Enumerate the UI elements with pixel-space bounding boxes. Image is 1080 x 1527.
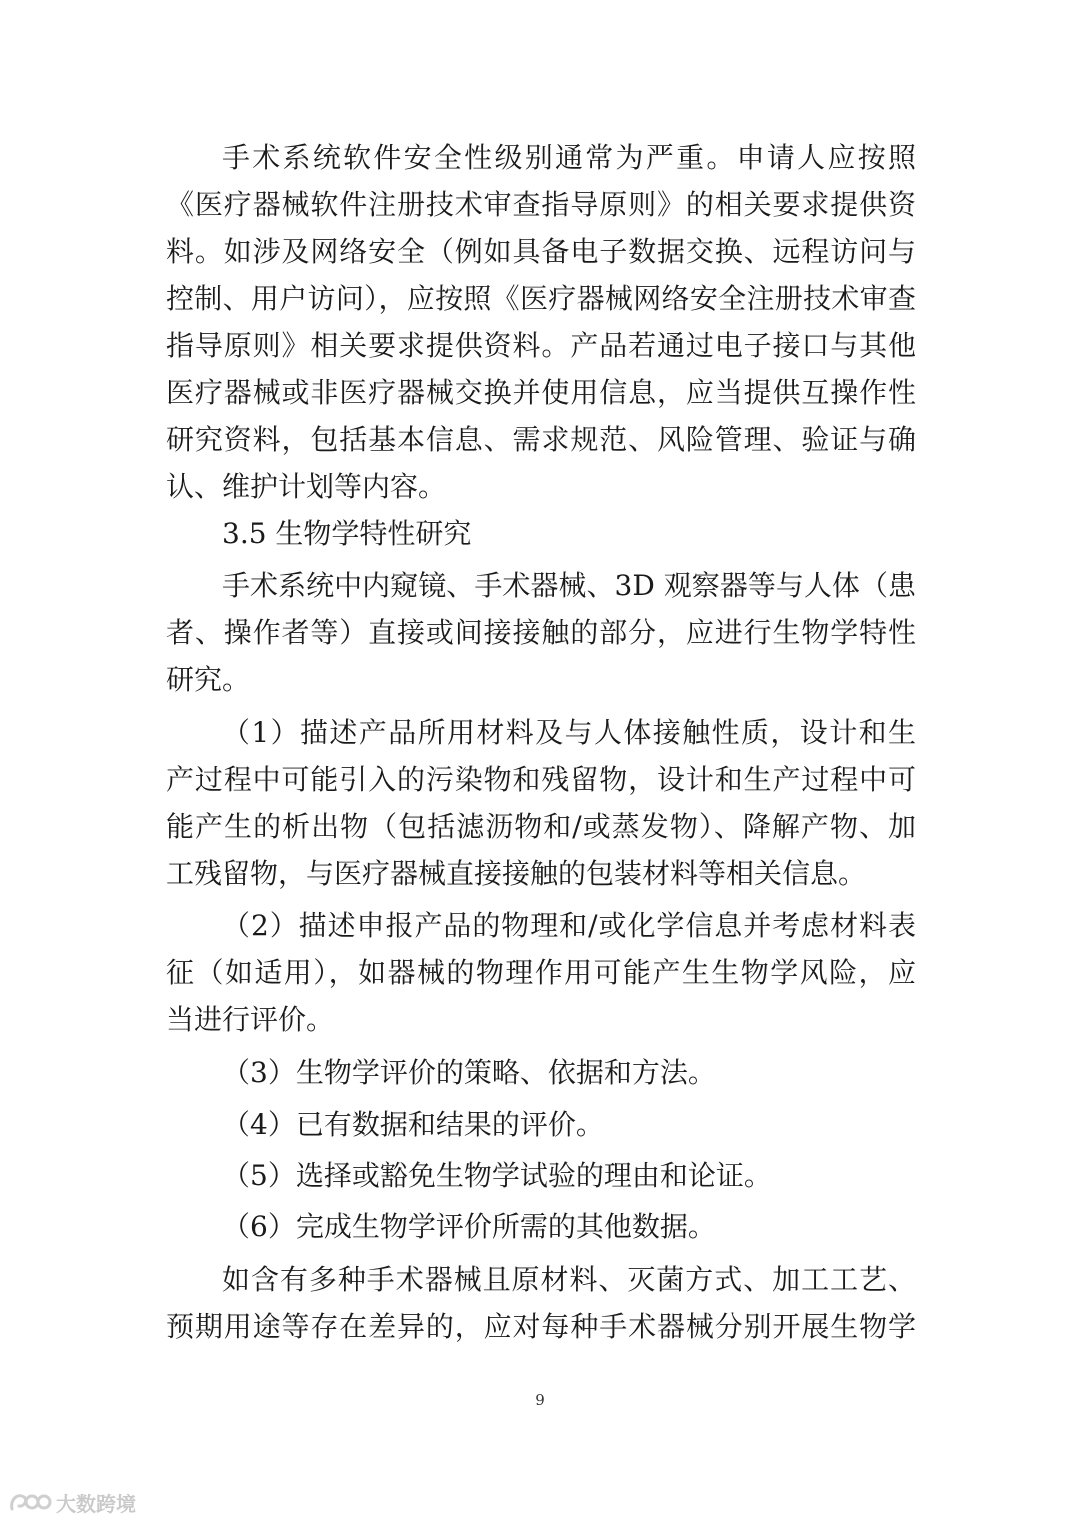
paragraph-line: 指导原则》相关要求提供资料。产品若通过电子接口与其他 xyxy=(166,329,916,362)
list-item-line: 能产生的析出物（包括滤沥物和/或蒸发物）、降解产物、加 xyxy=(166,810,916,843)
list-item-line: （4）已有数据和结果的评价。 xyxy=(222,1108,604,1141)
paragraph-line: 认、维护计划等内容。 xyxy=(166,470,447,503)
paragraph-line: 研究。 xyxy=(166,663,251,696)
list-item-line: （5）选择或豁免生物学试验的理由和论证。 xyxy=(222,1159,772,1192)
list-item-line: （1）描述产品所用材料及与人体接触性质，设计和生 xyxy=(222,716,916,749)
list-item-line: 当进行评价。 xyxy=(166,1003,335,1036)
paragraph-line: 者、操作者等）直接或间接接触的部分，应进行生物学特性 xyxy=(166,616,916,649)
list-item-line: 产过程中可能引入的污染物和残留物，设计和生产过程中可 xyxy=(166,763,916,796)
paragraph-line: 料。如涉及网络安全（例如具备电子数据交换、远程访问与 xyxy=(166,235,916,268)
list-item-line: 工残留物，与医疗器械直接接触的包装材料等相关信息。 xyxy=(166,857,867,890)
list-item-line: 征（如适用），如器械的物理作用可能产生生物学风险，应 xyxy=(166,956,916,989)
list-item-line: （6）完成生物学评价所需的其他数据。 xyxy=(222,1210,716,1243)
watermark xyxy=(8,1487,136,1517)
page-number: 9 xyxy=(535,1391,545,1409)
paragraph-line: 预期用途等存在差异的，应对每种手术器械分别开展生物学 xyxy=(166,1310,916,1343)
paragraph-line: 如含有多种手术器械且原材料、灭菌方式、加工工艺、 xyxy=(222,1263,916,1296)
paragraph-line: 手术系统中内窥镜、手术器械、3D 观察器等与人体（患 xyxy=(222,569,916,602)
list-item-line: （3）生物学评价的策略、依据和方法。 xyxy=(222,1056,716,1089)
section-heading: 3.5 生物学特性研究 xyxy=(222,517,472,550)
paragraph-line: 《医疗器械软件注册技术审查指导原则》的相关要求提供资 xyxy=(166,188,916,221)
paragraph-line: 研究资料，包括基本信息、需求规范、风险管理、验证与确 xyxy=(166,423,916,456)
paragraph-line: 医疗器械或非医疗器械交换并使用信息，应当提供互操作性 xyxy=(166,376,916,409)
watermark-text: 大数跨境 xyxy=(56,1491,136,1516)
paragraph-line: 控制、用户访问），应按照《医疗器械网络安全注册技术审查 xyxy=(166,282,916,315)
paragraph-line: 手术系统软件安全性级别通常为严重。申请人应按照 xyxy=(222,141,916,174)
logo-icon xyxy=(8,1489,52,1515)
list-item-line: （2）描述申报产品的物理和/或化学信息并考虑材料表 xyxy=(222,909,916,942)
